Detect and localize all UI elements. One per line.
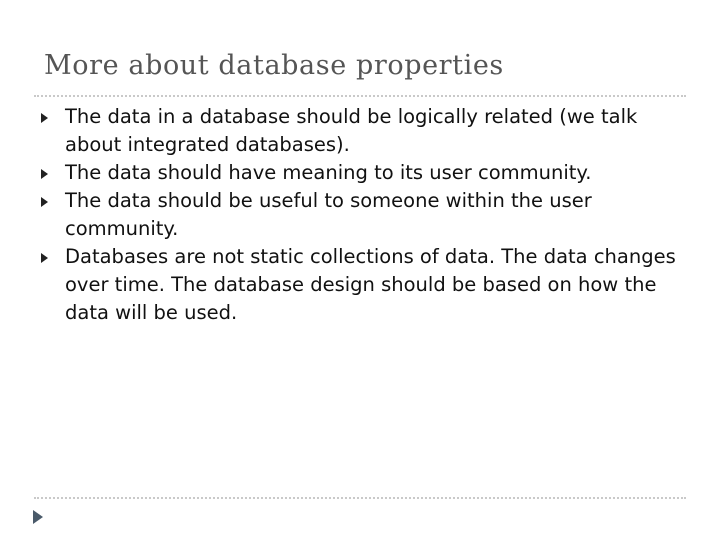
- triangle-bullet-icon: [41, 253, 48, 263]
- slide-title: More about database properties: [44, 50, 504, 81]
- bullet-text: The data should be useful to someone within the user community.: [65, 189, 592, 240]
- title-divider: [34, 95, 686, 97]
- bullet-text: The data in a database should be logically related (we talk about integrated databases).: [65, 105, 638, 156]
- bullet-item: [40, 159, 690, 187]
- bullet-item: [40, 243, 690, 327]
- bullet-item: [40, 103, 690, 159]
- triangle-bullet-icon: [41, 197, 48, 207]
- bullet-text: The data should have meaning to its user community.: [65, 161, 592, 184]
- triangle-bullet-icon: [41, 113, 48, 123]
- footer-divider: [34, 497, 686, 499]
- bullet-item: [40, 187, 690, 243]
- bullet-text: Databases are not static collections of data. The data changes over time. The database design should be based on how the data will be used.: [65, 245, 676, 324]
- triangle-bullet-icon: [41, 169, 48, 179]
- corner-triangle-icon: [33, 510, 43, 524]
- bullet-list: [40, 103, 690, 327]
